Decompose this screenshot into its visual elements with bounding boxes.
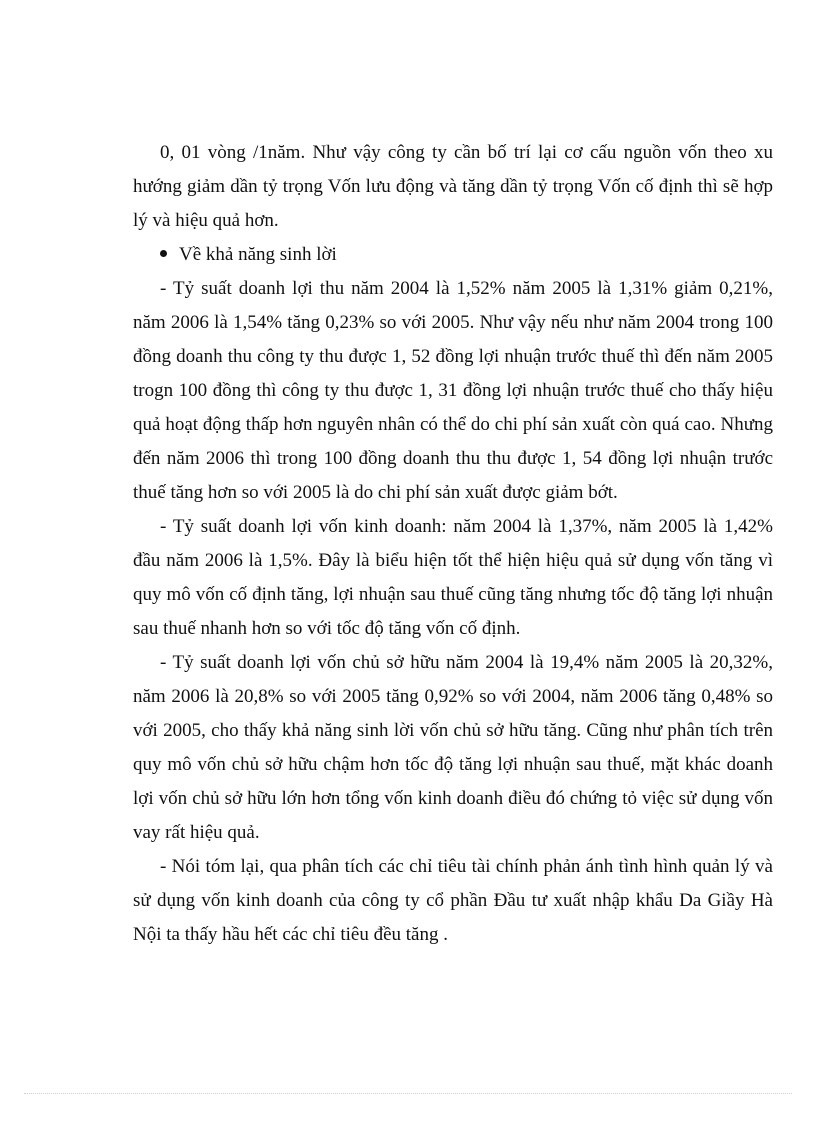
item-return-on-equity: - Tỷ suất doanh lợi vốn chủ sở hữu năm 2004 là 19,4% năm 2005 là 20,32%, năm 2006 là 20,8% so với 2005 tăng 0,92% so với 2004, năm 2006 tăng 0,48% so với 2005, cho thấy khả năng sinh lời vốn chủ sở hữu tăng. Cũng như phân tích trên quy mô vốn chủ sở hữu chậm hơn tốc độ tăng lợi nhuận sau thuế, mặt khác doanh lợi vốn chủ sở hữu lớn hơn tổng vốn kinh doanh điều đó chứng tỏ việc sử dụng vốn vay rất hiệu quả. [133, 652, 773, 843]
page-bottom-rule [24, 1093, 792, 1094]
section-bullet [133, 238, 773, 272]
item-profit-margin: - Tỷ suất doanh lợi thu năm 2004 là 1,52% năm 2005 là 1,31% giảm 0,21%, năm 2006 là 1,54% tăng 0,23% so với 2005. Như vậy nếu như năm 2004 trong 100 đồng doanh thu công ty thu được 1, 52 đồng lợi nhuận trước thuế thì đến năm 2005 trogn 100 đồng thì công ty thu được 1, 31 đồng lợi nhuận trước thuế cho thấy hiệu quả hoạt động thấp hơn nguyên nhân có thể do chi phí sản xuất còn quá cao. Nhưng đến năm 2006 thì trong 100 đồng doanh thu thu được 1, 54 đồng lợi nhuận trước thuế tăng hơn so với 2005 là do chi phí sản xuất được giảm bớt. [133, 278, 773, 503]
bullet-dot-icon [160, 250, 167, 257]
continuation-paragraph: 0, 01 vòng /1năm. Như vậy công ty cần bố trí lại cơ cấu nguồn vốn theo xu hướng giảm dần tỷ trọng Vốn lưu động và tăng dần tỷ trọng Vốn cố định thì sẽ hợp lý và hiệu quả hơn. [133, 142, 773, 231]
item-return-on-capital: - Tỷ suất doanh lợi vốn kinh doanh: năm 2004 là 1,37%, năm 2005 là 1,42% đầu năm 2006 là 1,5%. Đây là biểu hiện tốt thể hiện hiệu quả sử dụng vốn tăng vì quy mô vốn cố định tăng, lợi nhuận sau thuế cũng tăng nhưng tốc độ tăng lợi nhuận sau thuế nhanh hơn so với tốc độ tăng vốn cố định. [133, 516, 773, 639]
item-conclusion: - Nói tóm lại, qua phân tích các chỉ tiêu tài chính phản ánh tình hình quản lý và sử dụng vốn kinh doanh của công ty cổ phần Đầu tư xuất nhập khẩu Da Giầy Hà Nội ta thấy hầu hết các chỉ tiêu đều tăng . [133, 856, 773, 945]
document-body [133, 136, 773, 952]
section-bullet-text: Về khả năng sinh lời [179, 244, 337, 265]
